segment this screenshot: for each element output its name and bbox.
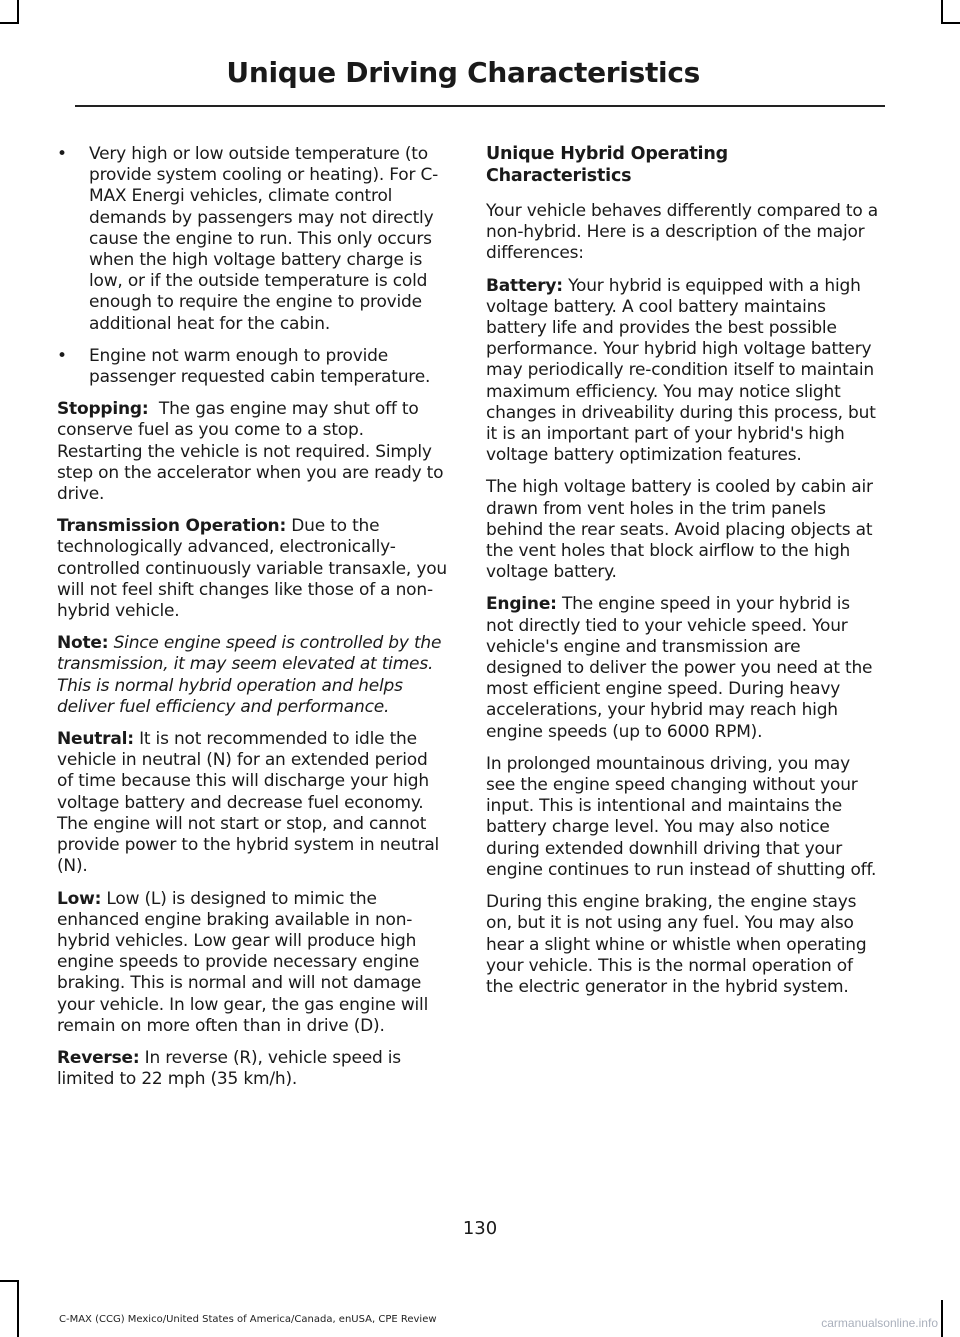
footer-text: C-MAX (CCG) Mexico/United States of America/Canada, enUSA, CPE Review bbox=[59, 1314, 437, 1325]
list-item: • Engine not warm enough to provide passenger requested cabin temperature. bbox=[57, 345, 431, 388]
crop-mark bbox=[941, 1300, 943, 1337]
note-paragraph: Note: Since engine speed is controlled by the transmission, it may seem elevated at times. This is normal hybrid operation and helps deliver fuel efficiency and performance. bbox=[57, 633, 442, 717]
page-number: 130 bbox=[462, 1218, 498, 1239]
header-divider bbox=[75, 105, 885, 107]
crop-mark bbox=[17, 1280, 19, 1337]
transmission-paragraph: Transmission Operation: Due to the technologically advanced, electronically-controlled continuously variable transaxle, you will not feel shift changes like those of a non-hybrid vehicle. bbox=[57, 516, 447, 622]
crop-mark bbox=[941, 0, 943, 22]
neutral-paragraph: Neutral: It is not recommended to idle the vehicle in neutral (N) for an extended period of time because this will discharge your high voltage battery and decrease fuel economy. The engine will not start or stop, and cannot provide power to the hybrid system in neutral (N). bbox=[57, 729, 440, 877]
engine-paragraph: Engine: The engine speed in your hybrid is not directly tied to your vehicle speed. Your vehicle's engine and transmission are designed to deliver the power you need at the most efficient engine speed. During heavy accelerations, your hybrid may reach high engine speeds (up to 6000 RPM). bbox=[486, 594, 873, 742]
crop-mark bbox=[0, 22, 19, 24]
bullet-list bbox=[57, 144, 447, 388]
crop-mark bbox=[941, 22, 960, 24]
battery-paragraph: Battery: Your hybrid is equipped with a high voltage battery. A cool battery maintains battery life and provides the best possible performance. Your hybrid high voltage battery may periodically re-condition itself to maintain maximum efficiency. You may notice slight changes in driveability during this process, but it is an important part of your hybrid's high voltage battery optimization features. bbox=[486, 275, 876, 466]
crop-mark bbox=[0, 1280, 19, 1282]
right-column bbox=[486, 144, 879, 1009]
crop-mark bbox=[17, 0, 19, 22]
low-paragraph: Low: Low (L) is designed to mimic the enhanced engine braking available in non-hybrid vehicles. Low gear will produce high engine speeds to provide necessary engine braking. This is normal and will not damage your vehicle. In low gear, the gas engine will remain on more often than in drive (D). bbox=[57, 888, 429, 1036]
left-column bbox=[57, 144, 447, 1101]
braking-paragraph: During this engine braking, the engine stays on, but it is not using any fuel. You may also hear a slight whine or whistle when operating your vehicle. This is the normal operation of the electric generator in the hybrid system. bbox=[486, 892, 867, 997]
page-title: Unique Driving Characteristics bbox=[226, 56, 700, 89]
stopping-paragraph: Stopping: The gas engine may shut off to conserve fuel as you come to a stop. Restarting the vehicle is not required. Simply step on the accelerator when you are ready to drive. bbox=[57, 399, 449, 505]
intro-paragraph: Your vehicle behaves differently compared to a non-hybrid. Here is a description of the major differences: bbox=[486, 201, 878, 264]
section-heading: Unique Hybrid Operating Characteristics bbox=[486, 144, 728, 186]
bullet-icon: • bbox=[57, 345, 67, 366]
cooling-paragraph: The high voltage battery is cooled by cabin air drawn from vent holes in the trim panels behind the rear seats. Avoid placing objects at the vent holes that block airflow to the high voltage battery. bbox=[486, 477, 873, 583]
reverse-paragraph: Reverse: In reverse (R), vehicle speed is limited to 22 mph (35 km/h). bbox=[57, 1047, 401, 1090]
watermark[interactable]: carmanualsonline.info bbox=[821, 1316, 938, 1330]
list-item: • Very high or low outside temperature (to provide system cooling or heating). For C-MAX Energi vehicles, climate control demands by passengers may not directly cause the engine to run. This only occurs when the high voltage battery charge is low, or if the outside temperature is cold enough to require the engine to provide additional heat for the cabin. bbox=[57, 144, 439, 334]
mountain-paragraph: In prolonged mountainous driving, you may see the engine speed changing without your input. This is intentional and maintains the battery charge level. You may also notice during extended downhill driving that your engine continues to run instead of shutting off. bbox=[486, 753, 877, 880]
bullet-icon: • bbox=[57, 144, 67, 164]
